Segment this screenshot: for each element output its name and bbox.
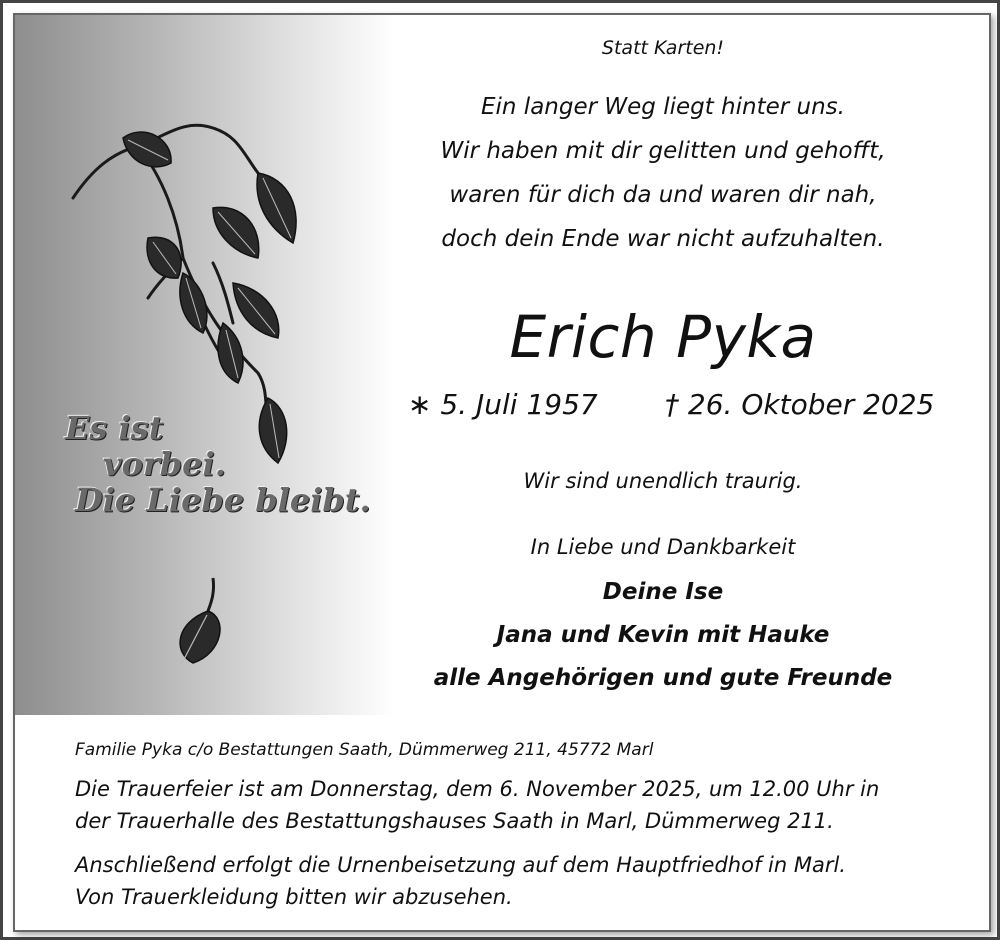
family-list bbox=[413, 571, 913, 700]
death-date: † 26. Oktober 2025 bbox=[665, 388, 935, 421]
birth-date: ∗ 5. Juli 1957 bbox=[408, 388, 598, 421]
intro-text: Statt Karten! bbox=[601, 37, 725, 59]
family-line: Deine Ise bbox=[602, 579, 724, 605]
burial-line: Anschließend erfolgt die Urnenbeisetzung auf dem Hauptfriedhof in Marl. bbox=[75, 853, 846, 877]
motto-line: vorbei. bbox=[103, 444, 226, 483]
poem bbox=[413, 85, 913, 261]
burial-line: Von Trauerkleidung bitten wir abzusehen. bbox=[75, 885, 513, 909]
ceremony-info bbox=[75, 773, 975, 837]
family-line: alle Angehörigen und gute Freunde bbox=[433, 665, 893, 691]
ceremony-line: Die Trauerfeier ist am Donnerstag, dem 6. November 2025, um 12.00 Uhr in bbox=[75, 777, 880, 801]
sentiment-text: Wir sind unendlich traurig. bbox=[523, 469, 803, 493]
ceremony-line: der Trauerhalle des Bestattungshauses Saath in Marl, Dümmerweg 211. bbox=[75, 809, 834, 833]
deceased-name: Erich Pyka bbox=[509, 303, 817, 371]
love-text: In Liebe und Dankbarkeit bbox=[530, 535, 796, 559]
poem-line: Wir haben mit dir gelitten und gehofft, bbox=[440, 138, 886, 164]
motto-line: Die Liebe bleibt. bbox=[75, 480, 371, 519]
family-line: Jana und Kevin mit Hauke bbox=[496, 622, 830, 648]
single-leaf-icon bbox=[163, 573, 233, 673]
family-address: Familie Pyka c/o Bestattungen Saath, Dümmerweg 211, 45772 Marl bbox=[75, 740, 654, 760]
burial-info bbox=[75, 849, 975, 913]
poem-line: doch dein Ende war nicht aufzuhalten. bbox=[441, 226, 885, 252]
poem-line: Ein langer Weg liegt hinter uns. bbox=[481, 94, 845, 120]
motto-line: Es ist bbox=[65, 409, 164, 447]
poem-line: waren für dich da und waren dir nah, bbox=[449, 182, 877, 208]
motto bbox=[65, 411, 385, 518]
